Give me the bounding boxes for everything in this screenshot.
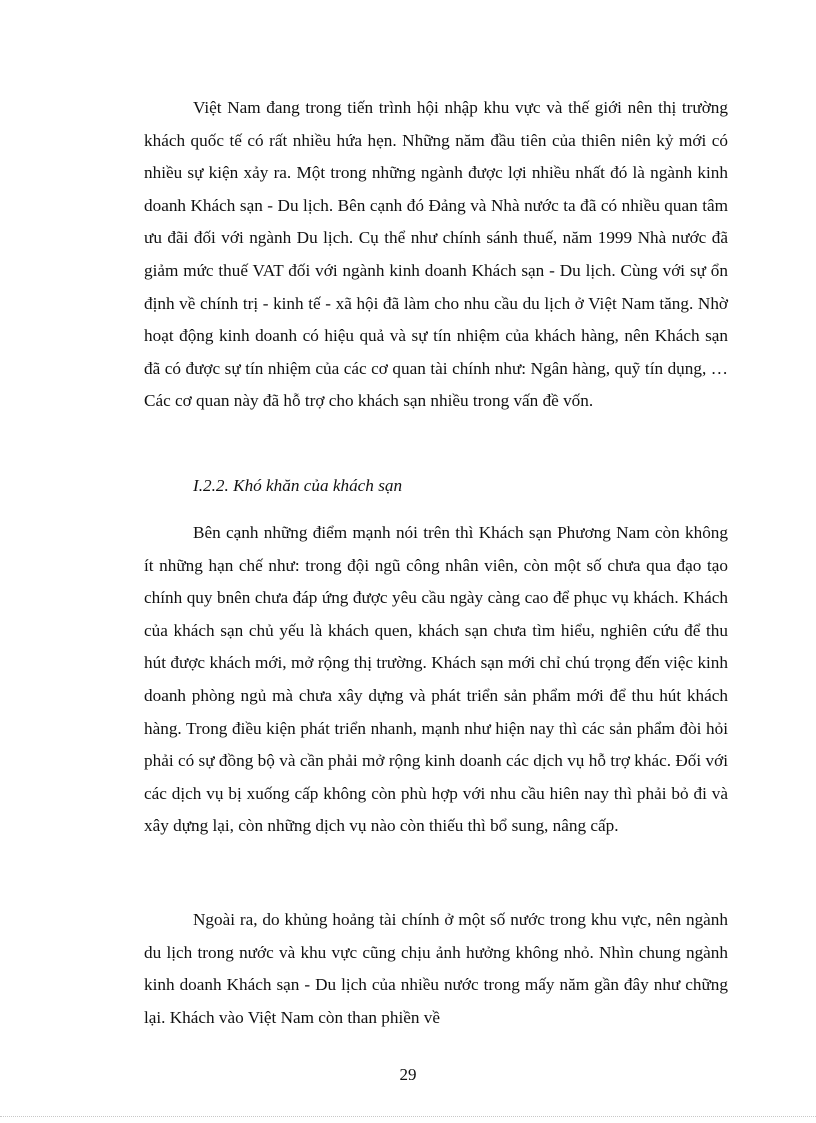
section-heading: I.2.2. Khó khăn của khách sạn (193, 476, 403, 495)
body-paragraph-1: Việt Nam đang trong tiến trình hội nhập khu vực và thế giới nên thị trường khách quốc tế có rất nhiều hứa hẹn. Những năm đầu tiên của thiên niên kỷ mới có nhiều sự kiện xảy ra. Một trong những ngành được lợi nhiều nhất đó là ngành kinh doanh Khách sạn - Du lịch. Bên cạnh đó Đảng và Nhà nước ta đã có nhiều quan tâm ưu đãi đối với ngành Du lịch. Cụ thể như chính sánh thuế, năm 1999 Nhà nước đã giảm mức thuế VAT đối với ngành kinh doanh Khách sạn - Du lịch. Cùng với sự ổn định về chính trị - kinh tế - xã hội đã làm cho nhu cầu du lịch ở Việt Nam tăng. Nhờ hoạt động kinh doanh có hiệu quả và sự tín nhiệm của khách hàng, nên Khách sạn đã có được sự tín nhiệm của các cơ quan tài chính như: Ngân hàng, quỹ tín dụng, … Các cơ quan này đã hỗ trợ cho khách sạn nhiều trong vấn đề vốn. (144, 98, 728, 411)
body-paragraph-2: Bên cạnh những điểm mạnh nói trên thì Khách sạn Phương Nam còn không ít những hạn chế như: trong đội ngũ công nhân viên, còn một số chưa qua đạo tạo chính quy bnên chưa đáp ứng được yêu cầu ngày càng cao để phục vụ khách. Khách của khách sạn chủ yếu là khách quen, khách sạn chưa tìm hiểu, nghiên cứu để thu hút được khách mới, mở rộng thị trường. Khách sạn mới chỉ chú trọng đến việc kinh doanh phòng ngủ mà chưa xây dựng và phát triển sản phẩm mới để thu hút khách hàng. Trong điều kiện phát triển nhanh, mạnh như hiện nay thì các sản phẩm đòi hỏi phải có sự đồng bộ và cần phải mở rộng kinh doanh các dịch vụ hỗ trợ khác. Đối với các dịch vụ bị xuống cấp không còn phù hợp với nhu cầu hiên nay thì phải bỏ đi và xây dựng lại, còn những dịch vụ nào còn thiếu thì bổ sung, nâng cấp. (144, 523, 728, 836)
page-number: 29 (399, 1065, 417, 1084)
page-bottom-divider (0, 1116, 816, 1117)
body-paragraph-3: Ngoài ra, do khủng hoảng tài chính ở một số nước trong khu vực, nên ngành du lịch trong nước và khu vực cũng chịu ảnh hưởng không nhỏ. Nhìn chung ngành kinh doanh Khách sạn - Du lịch của nhiều nước trong mấy năm gần đây như chững lại. Khách vào Việt Nam còn than phiền về (144, 910, 728, 1027)
